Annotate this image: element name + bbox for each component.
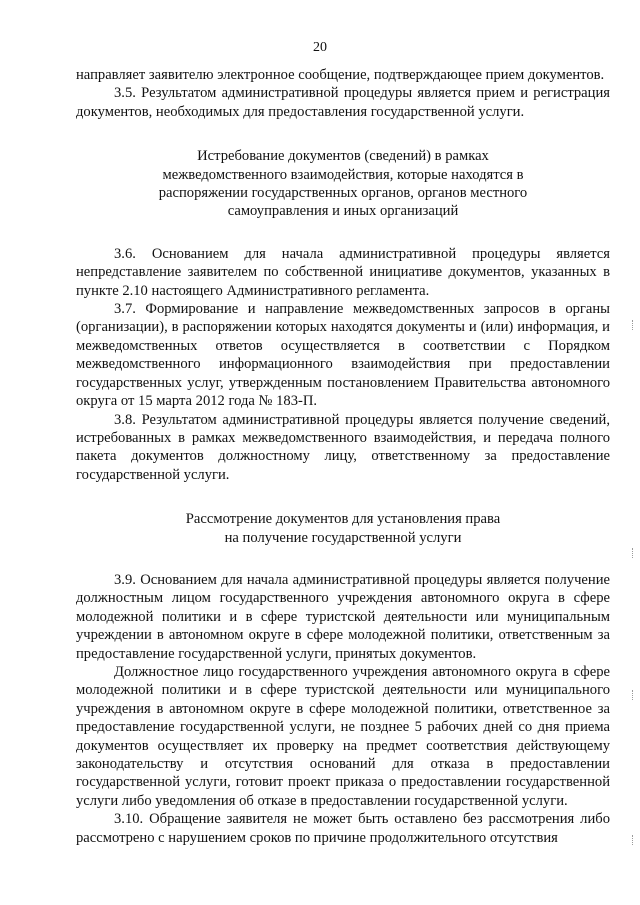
paragraph-3-8: 3.8. Результатом административной процедуры является получение сведений, истребованных в рамках межведомственного взаимодействия, и передача полного пакета документов должностному лицу, ответственному за предоставление государственной услуги. — [76, 411, 610, 483]
paragraph-official: Должностное лицо государственного учреждения автономного округа в сфере молодежной политики и в сфере туристской деятельности или муниципального учреждения в автономном округе в сфере молодежной политики, ответственное за предоставление государственной услуги, не позднее 5 рабочих дней со дня приема документов осуществляет их проверку на предмет соответствия действующему законодательству и отсутствия оснований для отказа в предоставлении государственной услуги, готовит проект приказа о предоставлении государственной услуги либо уведомления об отказе в предоставлении государственной услуги. — [76, 663, 610, 809]
spacer — [76, 221, 610, 245]
scan-edge-mark — [632, 548, 636, 558]
heading-line: Истребование документов (сведений) в рамках — [197, 148, 489, 165]
heading-line: самоуправления и иных организаций — [227, 203, 459, 220]
spacer — [76, 121, 610, 147]
paragraph-intro: направляет заявителю электронное сообщение, подтверждающее прием документов. — [76, 67, 605, 83]
spacer — [76, 484, 610, 510]
heading-line: на получение государственной услуги — [224, 529, 462, 546]
page-number: 20 — [313, 40, 327, 55]
heading-line: распоряжении государственных органов, органов местного — [158, 185, 528, 202]
scan-edge-mark — [632, 320, 636, 330]
heading-line: межведомственного взаимодействия, которые находятся в — [162, 166, 524, 183]
paragraph-3-7: 3.7. Формирование и направление межведомственных запросов в органы (организации), в распоряжении которых находятся документы и (или) информация, и межведомственных ответов осуществляется в соответствии с Порядком межведомственного информационного взаимодействия при предоставлении государственных услуг, утвержденным постановлением Правительства автономного округа от 15 марта 2012 года № 183-П. — [76, 301, 610, 410]
section-heading-review — [76, 510, 610, 547]
heading-line: Рассмотрение документов для установления права — [185, 511, 501, 528]
paragraph-3-6: 3.6. Основанием для начала административной процедуры является непредставление заявителем по собственной инициативе документов, указанных в пункте 2.10 настоящего Административного регламента. — [76, 245, 610, 299]
spacer — [76, 547, 610, 571]
section-heading-interagency — [76, 147, 610, 221]
paragraph-3-10: 3.10. Обращение заявителя не может быть оставлено без рассмотрения либо рассмотрено с нарушением сроков по причине продолжительного отсутствия — [76, 811, 610, 846]
paragraph-3-5: 3.5. Результатом административной процедуры является прием и регистрация документов, необходимых для предоставления государственной услуги. — [76, 85, 610, 120]
scan-edge-mark — [632, 835, 636, 845]
document-body — [76, 66, 610, 847]
paragraph-3-9: 3.9. Основанием для начала административной процедуры является получение должностным лицом государственного учреждения автономного округа в сфере молодежной политики и в сфере туристской деятельности или муниципальным учреждении в автономном округе в сфере молодежной политики, ответственным за предоставление государственной услуги, принятых документов. — [76, 571, 610, 662]
scan-edge-mark — [632, 690, 636, 700]
